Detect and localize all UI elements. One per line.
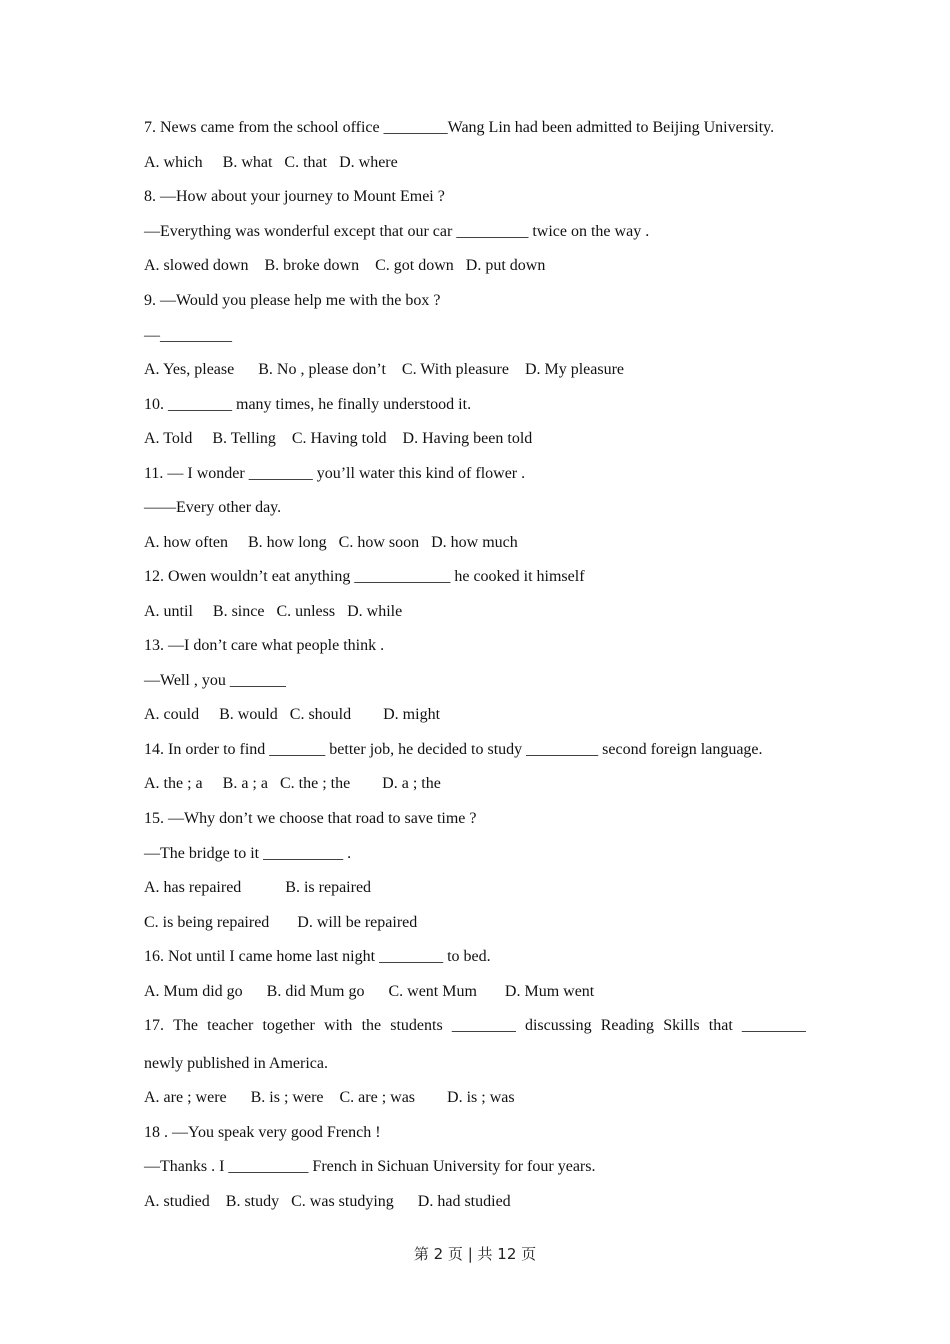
q14-options: A. the ; a B. a ; a C. the ; the D. a ; the	[144, 775, 441, 792]
q17-stem-continued: newly published in America.	[144, 1055, 328, 1072]
q16-options: A. Mum did go B. did Mum go C. went Mum D. Mum went	[144, 983, 595, 1000]
q17-word: that	[708, 1017, 733, 1034]
q9-options: A. Yes, please B. No , please don’t C. With pleasure D. My pleasure	[144, 361, 625, 378]
q17-word: with	[323, 1017, 353, 1034]
q17-word: Skills	[663, 1017, 700, 1034]
q12-options: A. until B. since C. unless D. while	[144, 603, 403, 620]
q15-options-row1: A. has repaired B. is repaired	[144, 879, 372, 896]
q17-word: the	[361, 1017, 382, 1034]
q17-blank: ________	[451, 1017, 516, 1034]
q18-options: A. studied B. study C. was studying D. had studied	[144, 1193, 511, 1210]
q17-word: 17.	[144, 1017, 164, 1034]
q12-stem: 12. Owen wouldn’t eat anything ____________ he cooked it himself	[144, 568, 585, 585]
q17-word: students	[390, 1017, 443, 1034]
q16-stem: 16. Not until I came home last night ________ to bed.	[144, 948, 491, 965]
q17-word: together	[262, 1017, 315, 1034]
q8-dialogue: —Everything was wonderful except that our car _________ twice on the way .	[144, 223, 650, 240]
q17-word: discussing	[524, 1017, 592, 1034]
q17-word: teacher	[207, 1017, 254, 1034]
q18-dialogue: —Thanks . I __________ French in Sichuan University for four years.	[144, 1158, 596, 1175]
q17-word: The	[173, 1017, 198, 1034]
q17-options: A. are ; were B. is ; were C. are ; was D. is ; was	[144, 1089, 515, 1106]
q7-stem: 7. News came from the school office ________Wang Lin had been admitted to Beijing University.	[144, 119, 775, 136]
q15-options-row2: C. is being repaired D. will be repaired	[144, 914, 418, 931]
q10-options: A. Told B. Telling C. Having told D. Having been told	[144, 430, 533, 447]
q15-dialogue: —The bridge to it __________ .	[144, 845, 352, 862]
q13-options: A. could B. would C. should D. might	[144, 706, 441, 723]
q15-stem: 15. —Why don’t we choose that road to save time ?	[144, 810, 477, 827]
q11-stem: 11. — I wonder ________ you’ll water this kind of flower .	[144, 465, 526, 482]
q14-stem: 14. In order to find _______ better job, he decided to study _________ second foreign language.	[144, 741, 763, 758]
q10-stem: 10. ________ many times, he finally understood it.	[144, 396, 472, 413]
q17-blank: ________	[741, 1017, 806, 1034]
q13-dialogue: —Well , you _______	[144, 672, 286, 689]
q8-stem: 8. —How about your journey to Mount Emei ?	[144, 188, 445, 205]
q17-stem	[144, 1016, 806, 1036]
q18-stem: 18 . —You speak very good French !	[144, 1124, 381, 1141]
q8-options: A. slowed down B. broke down C. got down D. put down	[144, 257, 546, 274]
q9-dialogue: —_________	[144, 327, 232, 344]
q9-stem: 9. —Would you please help me with the box ?	[144, 292, 441, 309]
q17-word: Reading	[600, 1017, 655, 1034]
q7-options: A. which B. what C. that D. where	[144, 154, 398, 171]
q13-stem: 13. —I don’t care what people think .	[144, 637, 385, 654]
q11-dialogue: ——Every other day.	[144, 499, 282, 516]
q11-options: A. how often B. how long C. how soon D. how much	[144, 534, 518, 551]
page-footer: 第 2 页 | 共 12 页	[413, 1245, 537, 1263]
